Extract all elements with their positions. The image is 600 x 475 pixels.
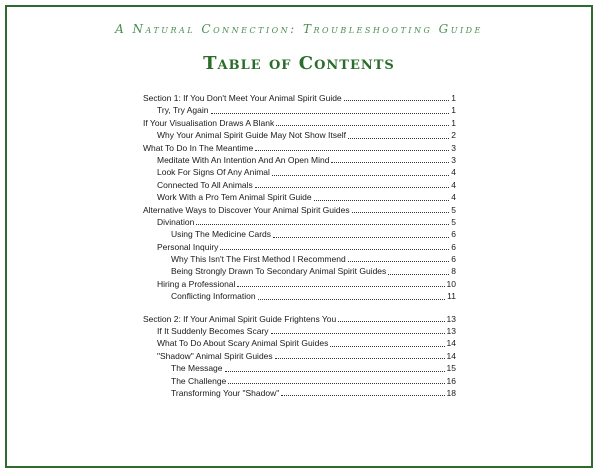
dot-leader xyxy=(255,187,450,188)
toc-entry-title: Meditate With An Intention And An Open Mind xyxy=(157,154,330,165)
toc-entry[interactable] xyxy=(143,241,456,253)
toc-entry[interactable] xyxy=(143,325,456,337)
toc-page-number: 6 xyxy=(451,229,456,240)
dot-leader xyxy=(330,346,444,347)
toc-page-number: 11 xyxy=(447,291,456,302)
toc-entry-title: The Message xyxy=(171,363,223,374)
toc-page-number: 10 xyxy=(446,278,456,289)
toc-page-number: 5 xyxy=(451,216,456,227)
dot-leader xyxy=(348,261,450,262)
toc-page-number: 5 xyxy=(451,204,456,215)
toc-entry-title: Using The Medicine Cards xyxy=(171,229,271,240)
dot-leader xyxy=(255,150,449,151)
toc-entry[interactable] xyxy=(143,204,456,216)
toc-page-number: 13 xyxy=(446,313,456,324)
toc-entry-title: What To Do About Scary Animal Spirit Guides xyxy=(157,338,329,349)
toc-entry[interactable] xyxy=(143,387,456,399)
toc-page-number: 18 xyxy=(446,387,456,398)
dot-leader xyxy=(352,212,450,213)
toc-page-number: 1 xyxy=(451,92,456,103)
toc-page-number: 16 xyxy=(446,375,456,386)
toc-entry-title: Conflicting Information xyxy=(171,291,256,302)
dot-leader xyxy=(211,113,450,114)
table-of-contents xyxy=(143,92,456,399)
toc-entry[interactable] xyxy=(143,253,456,265)
dot-leader xyxy=(344,100,450,101)
toc-entry-title: Section 2: If Your Animal Spirit Guide Frightens You xyxy=(143,313,337,324)
toc-page-number: 3 xyxy=(451,142,456,153)
toc-entry[interactable] xyxy=(143,92,456,104)
toc-page-number: 1 xyxy=(451,117,456,128)
dot-leader xyxy=(237,286,444,287)
dot-leader xyxy=(348,138,449,139)
toc-entry-title: Connected To All Animals xyxy=(157,179,253,190)
dot-leader xyxy=(271,333,445,334)
toc-entry[interactable] xyxy=(143,117,456,129)
toc-entry[interactable] xyxy=(143,179,456,191)
toc-entry-title: Hiring a Professional xyxy=(157,278,236,289)
section-gap xyxy=(143,303,456,313)
toc-page-number: 13 xyxy=(446,326,456,337)
toc-entry-title: Personal Inquiry xyxy=(157,241,219,252)
toc-entry[interactable] xyxy=(143,362,456,374)
dot-leader xyxy=(220,249,449,250)
toc-page-number: 15 xyxy=(446,363,456,374)
toc-entry-title: If It Suddenly Becomes Scary xyxy=(157,326,269,337)
dot-leader xyxy=(331,162,449,163)
toc-entry-title: The Challenge xyxy=(171,375,227,386)
toc-page-number: 3 xyxy=(451,154,456,165)
toc-page-number: 4 xyxy=(451,192,456,203)
toc-entry-title: Divination xyxy=(157,216,195,227)
toc-entry[interactable] xyxy=(143,350,456,362)
dot-leader xyxy=(276,125,449,126)
toc-entry[interactable] xyxy=(143,166,456,178)
toc-page-number: 14 xyxy=(446,350,456,361)
toc-entry-title: "Shadow" Animal Spirit Guides xyxy=(157,350,273,361)
toc-entry-title: Alternative Ways to Discover Your Animal Spirit Guides xyxy=(143,204,350,215)
toc-entry-title: Being Strongly Drawn To Secondary Animal Spirit Guides xyxy=(171,266,387,277)
toc-page-number: 4 xyxy=(451,167,456,178)
toc-entry[interactable] xyxy=(143,265,456,277)
toc-entry[interactable] xyxy=(143,337,456,349)
page-frame xyxy=(5,5,593,468)
toc-entry-title: Section 1: If You Don't Meet Your Animal Spirit Guide xyxy=(143,92,342,103)
toc-page-number: 14 xyxy=(446,338,456,349)
dot-leader xyxy=(281,395,444,396)
dot-leader xyxy=(314,200,450,201)
dot-leader xyxy=(272,175,449,176)
page-title: Table of Contents xyxy=(203,53,395,74)
toc-entry[interactable] xyxy=(143,154,456,166)
dot-leader xyxy=(388,274,449,275)
toc-entry[interactable] xyxy=(143,375,456,387)
toc-entry-title: If Your Visualisation Draws A Blank xyxy=(143,117,275,128)
toc-entry-title: What To Do In The Meantime xyxy=(143,142,254,153)
toc-page-number: 6 xyxy=(451,254,456,265)
dot-leader xyxy=(338,321,444,322)
toc-entry-title: Look For Signs Of Any Animal xyxy=(157,167,270,178)
toc-entry[interactable] xyxy=(143,228,456,240)
running-header: A Natural Connection: Troubleshooting Guide xyxy=(115,22,483,36)
toc-entry-title: Work With a Pro Tem Animal Spirit Guide xyxy=(157,192,312,203)
toc-page-number: 4 xyxy=(451,179,456,190)
toc-page-number: 8 xyxy=(451,266,456,277)
toc-entry[interactable] xyxy=(143,142,456,154)
dot-leader xyxy=(196,224,449,225)
toc-entry[interactable] xyxy=(143,278,456,290)
toc-entry-title: Transforming Your "Shadow" xyxy=(171,387,280,398)
toc-entry[interactable] xyxy=(143,191,456,203)
toc-entry-title: Why This Isn't The First Method I Recommend xyxy=(171,254,346,265)
dot-leader xyxy=(275,358,445,359)
toc-entry-title: Why Your Animal Spirit Guide May Not Show Itself xyxy=(157,130,346,141)
toc-page-number: 2 xyxy=(451,130,456,141)
toc-entry-title: Try, Try Again xyxy=(157,105,209,116)
dot-leader xyxy=(225,371,445,372)
toc-page-number: 1 xyxy=(451,105,456,116)
toc-entry[interactable] xyxy=(143,313,456,325)
toc-entry[interactable] xyxy=(143,290,456,302)
toc-entry[interactable] xyxy=(143,104,456,116)
dot-leader xyxy=(273,237,449,238)
toc-page-number: 6 xyxy=(451,241,456,252)
dot-leader xyxy=(258,299,446,300)
toc-entry[interactable] xyxy=(143,129,456,141)
dot-leader xyxy=(228,383,444,384)
toc-entry[interactable] xyxy=(143,216,456,228)
